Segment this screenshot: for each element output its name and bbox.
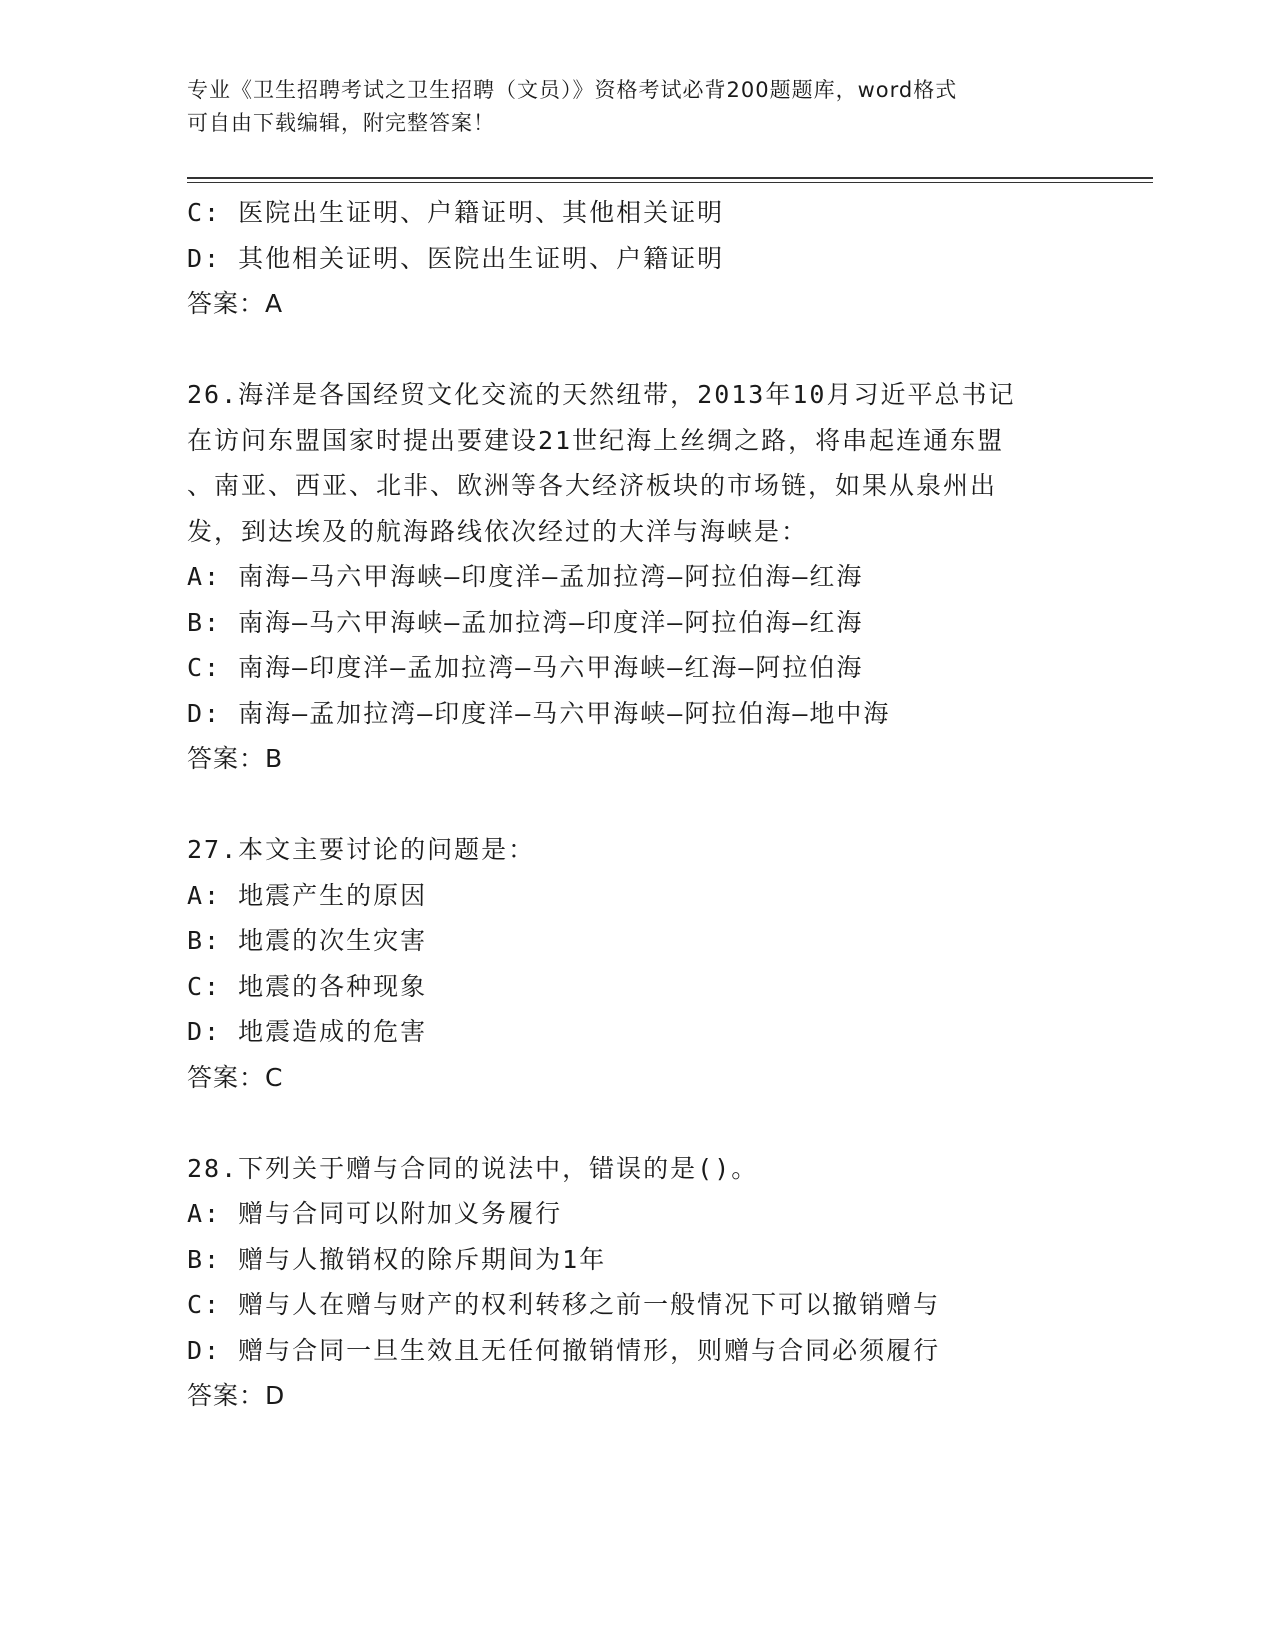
option-a: A: 地震产生的原因 bbox=[187, 880, 428, 910]
question-28 bbox=[187, 1146, 1147, 1419]
question-27 bbox=[187, 827, 1147, 1100]
option-c: C: 医院出生证明、户籍证明、其他相关证明 bbox=[187, 198, 725, 227]
answer: 答案：B bbox=[187, 744, 284, 773]
spacer bbox=[187, 1100, 1147, 1146]
page-header bbox=[187, 74, 1087, 140]
spacer bbox=[187, 327, 1147, 373]
answer: 答案：C bbox=[187, 1062, 284, 1092]
option-b: B: 南海—马六甲海峡—孟加拉湾—印度洋—阿拉伯海—红海 bbox=[187, 607, 864, 637]
question-25 bbox=[187, 190, 1147, 327]
option-d: D: 地震造成的危害 bbox=[187, 1017, 428, 1046]
answer: 答案：D bbox=[187, 1381, 286, 1410]
question-stem: 28.下列关于赠与合同的说法中，错误的是()。 bbox=[187, 1153, 759, 1183]
option-b: B: 赠与人撤销权的除斥期间为1年 bbox=[187, 1244, 607, 1274]
answer: 答案：A bbox=[187, 289, 284, 318]
option-d: D: 其他相关证明、医院出生证明、户籍证明 bbox=[187, 243, 725, 273]
option-c: C: 地震的各种现象 bbox=[187, 971, 428, 1001]
question-26 bbox=[187, 372, 1147, 782]
question-stem: 、南亚、西亚、北非、欧洲等各大经济板块的市场链，如果从泉州出 bbox=[187, 471, 998, 500]
question-stem: 26.海洋是各国经贸文化交流的天然纽带，2013年10月习近平总书记 bbox=[187, 380, 1016, 409]
option-d: D: 赠与合同一旦生效且无任何撤销情形，则赠与合同必须履行 bbox=[187, 1335, 941, 1365]
question-stem: 27.本文主要讨论的问题是： bbox=[187, 835, 536, 864]
header-divider bbox=[187, 177, 1153, 183]
question-list bbox=[187, 190, 1147, 1419]
header-line-1: 专业《卫生招聘考试之卫生招聘（文员）》资格考试必背200题题库，word格式 bbox=[187, 78, 958, 102]
question-stem: 在访问东盟国家时提出要建设21世纪海上丝绸之路，将串起连通东盟 bbox=[187, 425, 1005, 455]
option-c: C: 赠与人在赠与财产的权利转移之前一般情况下可以撤销赠与 bbox=[187, 1290, 941, 1319]
option-c: C: 南海—印度洋—孟加拉湾—马六甲海峡—红海—阿拉伯海 bbox=[187, 653, 864, 682]
option-a: A: 南海—马六甲海峡—印度洋—孟加拉湾—阿拉伯海—红海 bbox=[187, 562, 864, 591]
option-b: B: 地震的次生灾害 bbox=[187, 926, 428, 955]
option-a: A: 赠与合同可以附加义务履行 bbox=[187, 1199, 563, 1228]
question-stem: 发，到达埃及的航海路线依次经过的大洋与海峡是： bbox=[187, 516, 809, 546]
option-d: D: 南海—孟加拉湾—印度洋—马六甲海峡—阿拉伯海—地中海 bbox=[187, 698, 891, 728]
spacer bbox=[187, 782, 1147, 828]
header-line-2: 可自由下载编辑，附完整答案！ bbox=[187, 111, 495, 135]
